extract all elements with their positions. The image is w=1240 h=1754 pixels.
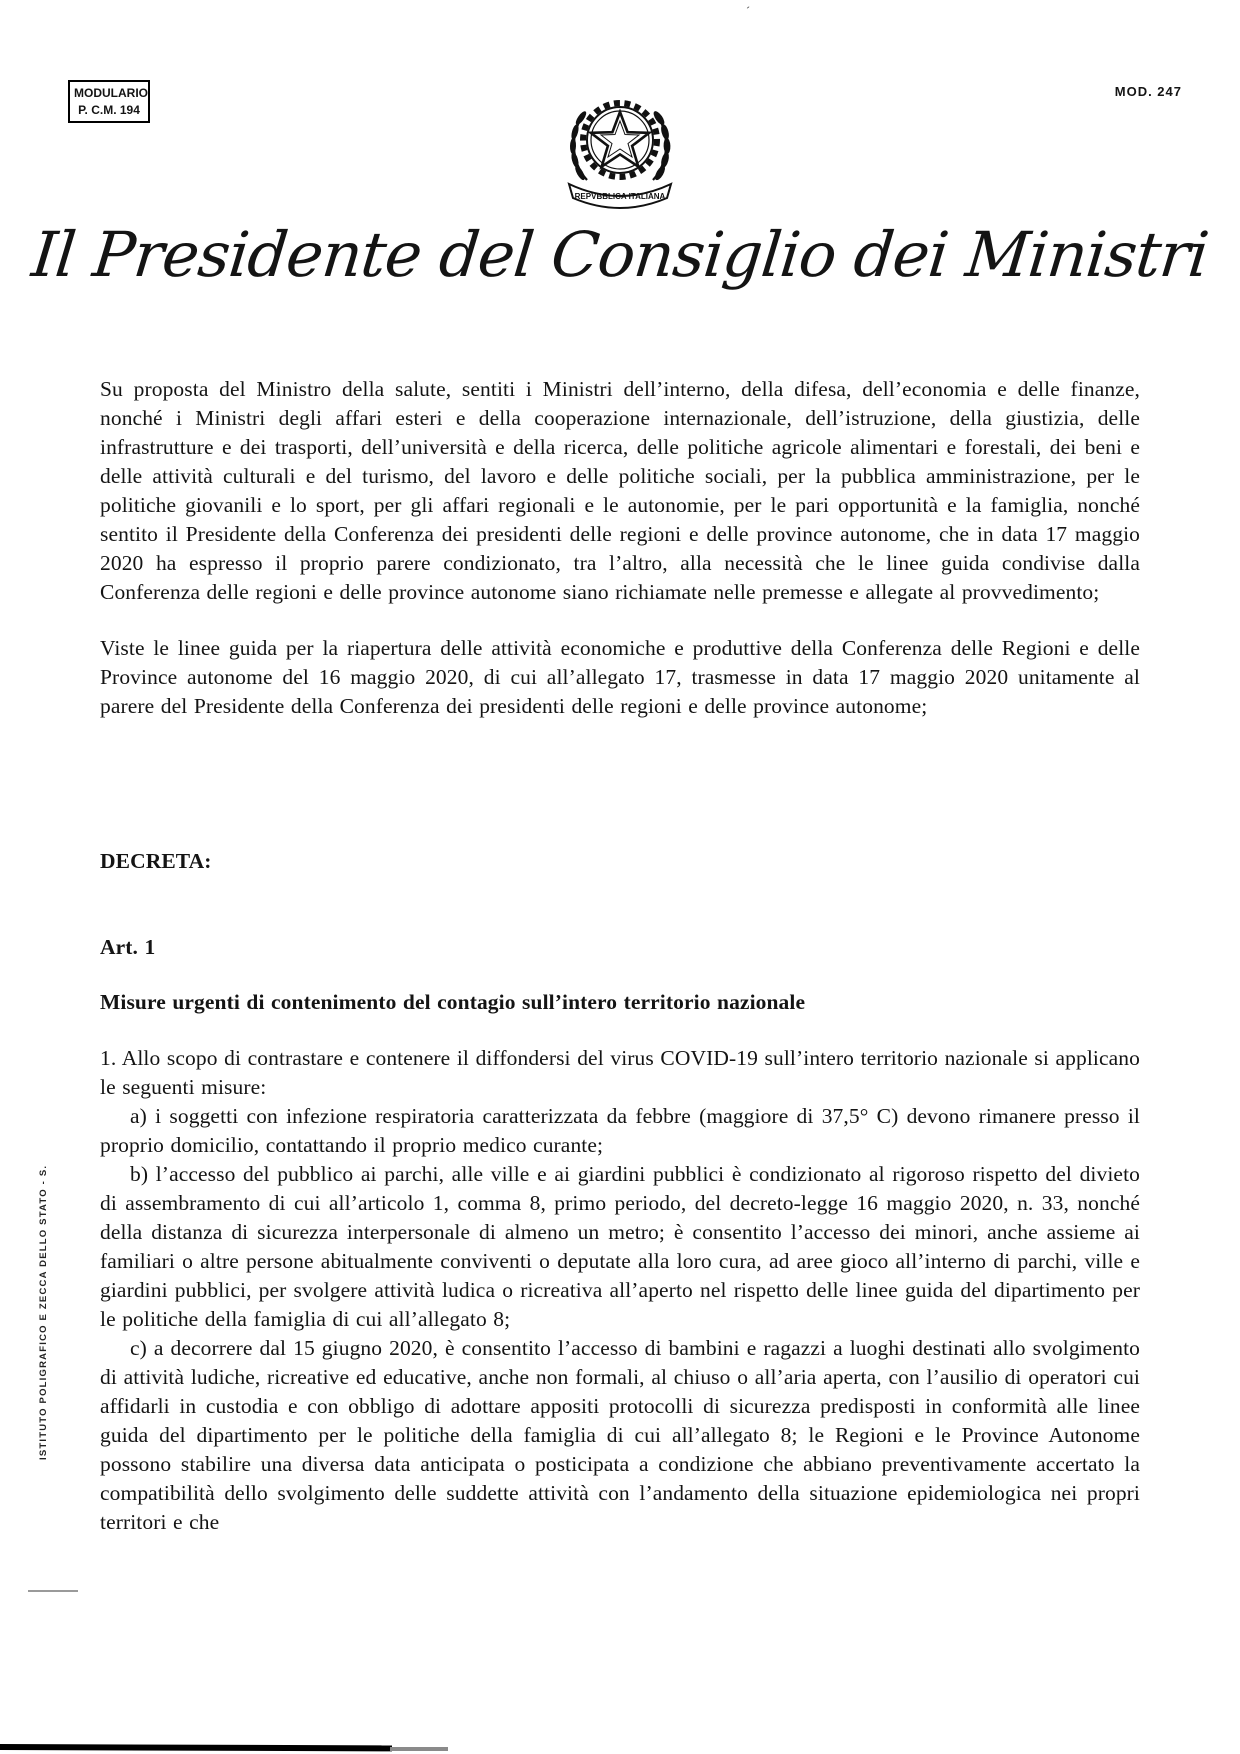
modulario-label: MODULARIO — [74, 86, 148, 100]
article-number-heading: Art. 1 — [100, 935, 156, 959]
modulario-stamp-box — [68, 80, 150, 123]
printer-imprint-vertical-label: ISTITUTO POLIGRAFICO E ZECCA DELLO STATO - S. — [38, 1164, 49, 1460]
letterhead-script-title: Il Presidente del Consiglio dei Ministri — [28, 218, 1212, 291]
mod-number-label: MOD. 247 — [1114, 84, 1182, 99]
measure-item-c: c) a decorrere dal 15 giugno 2020, è consentito l’accesso di bambini e ragazzi a luoghi destinati allo svolgimento di attività ludiche, ricreative ed educative, anche non formali, al chiuso o all’aria aperta, con l’ausilio di operatori cui affidarli in custodia e con obbligo di adottare appositi protocolli di sicurezza predisposti in conformità alle linee guida del dipartimento per le politiche della famiglia di cui all’allegato 8; le Regioni e le Province Autonome possono stabilire una diversa data anticipata o posticipata a condizione che abbiano preventivamente accertato la compatibilità dello svolgimento delle suddette attività con l’andamento della situazione epidemiologica nei propri territori e che — [100, 1336, 1140, 1534]
document-body — [100, 375, 1140, 1537]
measure-item-b: b) l’accesso del pubblico ai parchi, alle ville e ai giardini pubblici è condizionato al rigoroso rispetto del divieto di assembramento di cui all’articolo 1, comma 8, primo periodo, del decreto-legge 16 maggio 2020, n. 33, nonché della distanza di sicurezza interpersonale di almeno un metro; è consentito l’accesso dei minori, anche assieme ai familiari o altre persone abitualmente conviventi o deputate alla loro cura, ad aree gioco all’interno di parchi, ville e giardini pubblici, per svolgere attività ludica o ricreativa all’aperto nel rispetto delle linee guida del dipartimento per le politiche della famiglia di cui all’allegato 8; — [100, 1162, 1140, 1331]
scan-artifact-bar — [0, 1744, 392, 1751]
preamble-paragraph: Su proposta del Ministro della salute, sentiti i Ministri dell’interno, della difesa, dell’economia e delle finanze, nonché i Ministri degli affari esteri e della cooperazione internazionale, dell’istruzione, della giustizia, delle infrastrutture e dei trasporti, dell’università e della ricerca, delle politiche agricole alimentari e forestali, dei beni e delle attività culturali e del turismo, del lavoro e delle politiche sociali, per la pubblica amministrazione, per le politiche giovanili e lo sport, per gli affari regionali e le autonomie, per le pari opportunità e la famiglia, nonché sentito il Presidente della Conferenza dei presidenti delle regioni e delle province autonome, che in data 17 maggio 2020 ha espresso il proprio parere condizionato, tra l’altro, alla necessità che le linee guida condivise dalla Conferenza delle regioni e delle province autonome siano richiamate nelle premesse e allegate al provvedimento; — [100, 377, 1140, 604]
decreta-heading: DECRETA: — [100, 849, 212, 873]
scan-artifact-bar-gray — [390, 1747, 448, 1751]
italian-republic-emblem-icon — [557, 84, 683, 216]
measure-item-a: a) i soggetti con infezione respiratoria caratterizzata da febbre (maggiore di 37,5° C) devono rimanere presso il proprio domicilio, contattando il proprio medico curante; — [100, 1104, 1140, 1157]
article-title-heading: Misure urgenti di contenimento del contagio sull’intero territorio nazionale — [100, 990, 806, 1014]
emblem-ribbon-text: REPVBBLICA ITALIANA — [574, 192, 666, 201]
scan-artifact-dot: ´ — [746, 4, 750, 18]
modulario-number: P. C.M. 194 — [78, 102, 140, 117]
article-measures — [100, 1044, 1140, 1537]
measure-paragraph: 1. Allo scopo di contrastare e contenere il diffondersi del virus COVID-19 sull’intero territorio nazionale si applicano le seguenti misure: — [100, 1046, 1140, 1099]
margin-tick-line — [28, 1590, 78, 1592]
preamble-paragraph: Viste le linee guida per la riapertura delle attività economiche e produttive della Conferenza delle Regioni e delle Province autonome del 16 maggio 2020, di cui all’allegato 17, trasmesse in data 17 maggio 2020 unitamente al parere del Presidente della Conferenza dei presidenti delle regioni e delle province autonome; — [100, 636, 1140, 718]
